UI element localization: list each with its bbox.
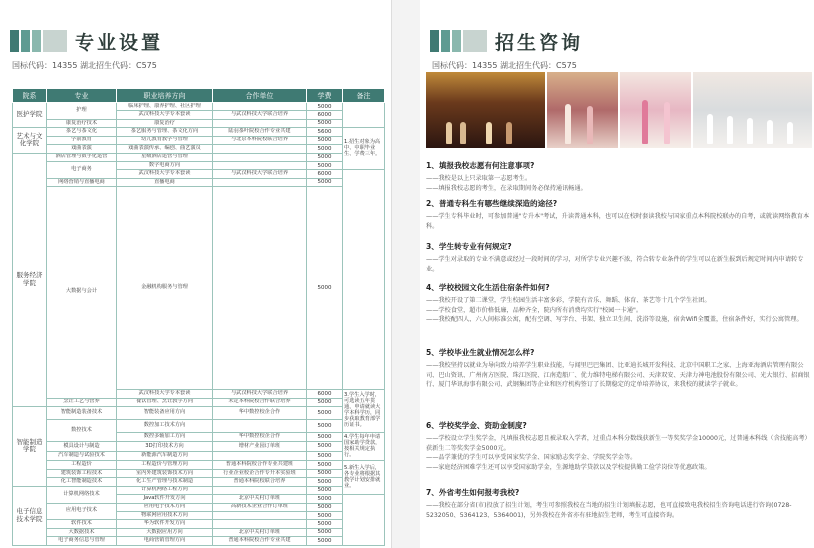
direction-cell: 数控加工技术方向	[117, 419, 213, 432]
fee-cell: 5000	[307, 503, 343, 511]
answer: ——学生专科毕业时，可参加普通"专升本"考试，升读普通本科，也可以在校时套读我校与国家重点本科院校联办的自考，或就读网络教育本科。	[426, 213, 810, 230]
question: 6、学校奖学金、资助金制度?	[426, 421, 527, 430]
dance-photo	[547, 72, 618, 148]
fee-cell: 5000	[307, 136, 343, 144]
partner-cell: 陆羽茶叶院校合作专业共建	[213, 128, 307, 136]
fee-cell: 5000	[307, 461, 343, 469]
answer: ——学校食堂，超市价格低廉，品种齐全，院内所有消费均实行"校园一卡通"。	[426, 306, 643, 314]
school-codes: 国标代码：14355 湖北招生代码：C575	[12, 61, 157, 70]
direction-cell: 武汉科技大学专本套读	[117, 390, 213, 398]
major-cell: 电子商务信息与管理	[47, 537, 117, 546]
fee-cell: 5000	[307, 442, 343, 452]
partner-cell: 华中数控校企合作	[213, 432, 307, 442]
major-cell: 康复治疗技术	[47, 119, 117, 127]
partner-cell: 未定本科院校合作联合培养	[213, 398, 307, 406]
partner-cell	[213, 178, 307, 186]
major-cell: 建筑装饰工程技术	[47, 469, 117, 477]
direction-cell: 星级酒店运营与管理	[117, 153, 213, 161]
note-cell: 4.学生每年申请国家助学贷款，按相关规定执行。	[343, 432, 385, 461]
major-cell: 应用电子技术	[47, 503, 117, 520]
direction-cell: 工程造价与管理方向	[117, 461, 213, 469]
page-title: 专业设置	[75, 31, 164, 54]
direction-cell: 智能装备应用方向	[117, 407, 213, 420]
major-cell: 学前教育	[47, 136, 117, 144]
qa-item	[426, 160, 810, 193]
table-row	[13, 119, 385, 127]
table-row	[13, 128, 385, 136]
partner-cell	[213, 187, 307, 390]
note-cell: 1.招生对象为高中、中职毕业生、学费三年。	[343, 128, 385, 170]
major-cell: 化工智能制造技术	[47, 478, 117, 486]
fee-cell: 5000	[307, 153, 343, 161]
partner-cell	[213, 511, 307, 519]
fee-cell: 5000	[307, 407, 343, 420]
partner-cell	[213, 161, 307, 169]
partner-cell	[213, 520, 307, 528]
major-cell: 酒店管理与数字化运营	[47, 153, 117, 161]
direction-cell: 直播电商	[117, 178, 213, 186]
major-cell: 大数据技术	[47, 528, 117, 536]
major-cell: 戏曲表演	[47, 145, 117, 153]
dept-cell: 服务经济学院	[13, 153, 47, 407]
fee-cell: 5000	[307, 520, 343, 528]
campus-photo-strip	[426, 72, 812, 148]
fee-cell: 5000	[307, 528, 343, 536]
direction-cell: 3D打印技术方向	[117, 442, 213, 452]
answer: ——填报我校志愿的考生，在录取期间务必保持通讯畅通。	[426, 184, 587, 192]
header-note: 备注	[343, 89, 385, 103]
direction-cell: 电商营销管理方向	[117, 537, 213, 546]
partner-cell: 北京中关村订单班	[213, 528, 307, 536]
partner-cell: 北京中关村订单班	[213, 495, 307, 503]
direction-cell: 应用电子技术方向	[117, 503, 213, 511]
table-row	[13, 103, 385, 111]
table-row	[13, 145, 385, 153]
table-row	[13, 136, 385, 144]
question: 7、外省考生如何报考我校?	[426, 488, 520, 497]
major-cell: 茶艺与茶文化	[47, 128, 117, 136]
question: 3、学生转专业有何规定?	[426, 242, 512, 251]
dept-cell: 智能制造学院	[13, 407, 47, 487]
school-codes: 国标代码：14355 湖北招生代码：C575	[432, 61, 577, 70]
partner-cell	[213, 419, 307, 432]
fee-cell: 5000	[307, 419, 343, 432]
fee-cell: 5000	[307, 495, 343, 503]
major-cell: 工程造价	[47, 461, 117, 469]
partner-cell: 普通本科院校合作专业共建	[213, 537, 307, 546]
table-row	[13, 407, 385, 420]
dept-cell: 艺术与文化学院	[13, 128, 47, 153]
partner-cell: 与武汉科技大学联合培养	[213, 111, 307, 119]
note-cell	[343, 103, 385, 128]
direction-cell: 化工生产管理与技术制造	[117, 478, 213, 486]
partner-cell: 与北京本科院校联合培养	[213, 136, 307, 144]
stage-performance-photo	[426, 72, 545, 148]
fee-cell: 5000	[307, 178, 343, 186]
fee-cell: 5000	[307, 511, 343, 519]
nursing-class-photo	[693, 72, 812, 148]
admission-consult-page	[420, 0, 814, 548]
major-cell: 护理	[47, 103, 117, 120]
fee-cell: 5000	[307, 398, 343, 406]
header-dept: 院系	[13, 89, 47, 103]
page-title: 招生咨询	[495, 31, 584, 54]
right-header	[430, 28, 583, 54]
major-settings-page	[0, 0, 392, 548]
direction-cell: 室内外建筑装饰技术方向	[117, 469, 213, 477]
direction-cell: 计算机网络工程方向	[117, 486, 213, 494]
qa-item	[426, 282, 810, 325]
table-row	[13, 187, 385, 390]
partner-cell: 普通本科院校合作专业共建班	[213, 461, 307, 469]
fee-cell: 5000	[307, 119, 343, 127]
major-cell: 汽车制造与试验技术	[47, 451, 117, 461]
direction-cell: 康复治疗	[117, 119, 213, 127]
fee-cell: 5000	[307, 486, 343, 494]
fee-cell: 5000	[307, 469, 343, 477]
partner-cell: 普通本科院校联合培养	[213, 478, 307, 486]
left-header	[10, 28, 163, 54]
partner-cell: 华中数控校企合作	[213, 407, 307, 420]
major-cell: 电子商务	[47, 161, 117, 178]
table-row	[13, 520, 385, 528]
fee-cell: 5000	[307, 537, 343, 546]
major-cell: 烹饪工艺与营养	[47, 398, 117, 406]
direction-cell: 数控多轴加工方向	[117, 432, 213, 442]
qa-item	[426, 487, 810, 520]
fee-cell: 6000	[307, 390, 343, 398]
direction-cell: 华为软件开发方向	[117, 520, 213, 528]
table-row	[13, 419, 385, 432]
direction-cell: 茶艺服务与管理、茶文化方向	[117, 128, 213, 136]
question: 2、普通专科生有哪些继续深造的途径?	[426, 199, 558, 208]
direction-cell: 物联网应用技术方向	[117, 511, 213, 519]
table-row	[13, 528, 385, 536]
fee-cell: 5000	[307, 451, 343, 461]
major-cell: 计算机网络技术	[47, 486, 117, 503]
note-cell: 5.新生入学后，各专业将根据其教学计划安排就业。	[343, 461, 385, 495]
major-table	[12, 88, 385, 546]
answer: ——我校坚持以就业为导向致力培养学生职业技能，与闻里巴巴集团、比亚迪长城开发科技、北京中国职工之家、上海亚海酒店管理有限公司、巴山资讯、广州南方医院、珠江医院、江南造船厂、优力维特电梯有限公司、天津双安、天津力神电池股份有限公司、光大银行、招商银行、厦门华讯海事有限公司、武钢集团等企业和医疗机构签订了长期稳定的定单培养协议，来我校的就读学子就业。	[426, 362, 810, 389]
table-header-row	[13, 89, 385, 103]
table-row	[13, 161, 385, 169]
table-row	[13, 451, 385, 461]
major-cell: 软件技术	[47, 520, 117, 528]
fee-cell: 5000	[307, 103, 343, 111]
qa-item	[426, 198, 810, 231]
answer: ——学校设立学生奖学金，凡填报我校志愿且被录取入学者，过重点本科分数线获新生一等奖奖学金10000元，过普通本科线（含技能高考）获新生二等奖奖学金5000元。	[426, 435, 808, 452]
question: 1、填报我校志愿有何注意事项?	[426, 161, 535, 170]
direction-cell: 临床护理、康养护理、社区护理	[117, 103, 213, 111]
fee-cell: 5000	[307, 145, 343, 153]
table-row	[13, 178, 385, 186]
table-row	[13, 461, 385, 469]
major-cell: 智能制造装备技术	[47, 407, 117, 420]
table-row	[13, 398, 385, 406]
table-row	[13, 469, 385, 477]
dept-cell: 电子信息技术学院	[13, 486, 47, 545]
direction-cell: 幼儿教育教学与管理	[117, 136, 213, 144]
header-color-blocks	[430, 30, 487, 52]
partner-cell: 增材产业园订单班	[213, 442, 307, 452]
qa-item	[426, 241, 810, 274]
major-cell: 网络营销与直播电商	[47, 178, 117, 186]
table-row	[13, 442, 385, 452]
major-cell: 数控技术	[47, 419, 117, 441]
partner-cell	[213, 153, 307, 161]
major-cell: 大数据与会计	[47, 187, 117, 399]
answer: ——家庭经济困难学生还可以享受国家助学金，生源地助学贷款以及学校提供勤工俭学岗位等优惠政策。	[426, 463, 711, 471]
qa-item	[426, 420, 810, 472]
direction-cell: 新能源汽车制造方向	[117, 451, 213, 461]
direction-cell: 戏曲表演传承、编创、曲艺演员	[117, 145, 213, 153]
fee-cell: 6000	[307, 170, 343, 178]
direction-cell: Java软件开发方向	[117, 495, 213, 503]
fee-cell: 6000	[307, 111, 343, 119]
header-partner: 合作单位	[213, 89, 307, 103]
answer: ——我校在部分省(市)投放了招生计划，考生可参照我校在当地的招生计划填报志愿，也可直接致电我校招生咨询电话进行咨询(0728-5232050、5364123、5364001)，另外我校在外省亦有驻地招生老师，考生可直接咨询。	[426, 502, 792, 519]
page-gutter	[392, 0, 420, 548]
fee-cell: 5600	[307, 128, 343, 136]
direction-cell: 餐饮管理、烹饪教学方向	[117, 398, 213, 406]
header-direction: 职业培养方向	[117, 89, 213, 103]
direction-cell: 大数据应用方向	[117, 528, 213, 536]
fee-cell: 5000	[307, 161, 343, 169]
fee-cell: 5000	[307, 478, 343, 486]
fee-cell: 5000	[307, 432, 343, 442]
table-row	[13, 537, 385, 546]
partner-cell: 与武汉科技大学联合培养	[213, 390, 307, 398]
table-row	[13, 478, 385, 486]
direction-cell: 数字电商方向	[117, 161, 213, 169]
qa-item	[426, 347, 810, 390]
direction-cell: 武汉科技大学专本套读	[117, 111, 213, 119]
answer: ——我校开设了第二课堂，学生校园生活丰富多彩，学院有音乐、舞蹈、体育、茶艺等十几个学生社团。	[426, 297, 711, 304]
answer: ——我校是以上只录取第一志愿考生。	[426, 175, 532, 182]
table-row	[13, 503, 385, 511]
dept-cell: 医护学院	[13, 103, 47, 128]
fee-cell: 5000	[307, 187, 343, 390]
header-color-blocks	[10, 30, 67, 52]
opera-costume-photo	[620, 72, 691, 148]
partner-cell	[213, 145, 307, 153]
partner-cell	[213, 119, 307, 127]
major-cell: 模具设计与制造	[47, 442, 117, 452]
header-fee: 学费	[307, 89, 343, 103]
partner-cell	[213, 451, 307, 461]
partner-cell: 与武汉科技大学联合培养	[213, 170, 307, 178]
answer: ——品学兼优的学生可以享受国家奖学金、国家励志奖学金、学院奖学金等。	[426, 454, 637, 462]
direction-cell: 金融机构服务与管理	[117, 187, 213, 390]
partner-cell: 高新技术企业合作订单班	[213, 503, 307, 511]
question: 4、学校校园文化生活住宿条件如何?	[426, 283, 550, 292]
answer: ——我校配四人、六人间标准公寓，配有空调、写字台、书架、独立卫生间、洗浴等设施，宿舍Wifi全覆盖，住宿条件好，实行公寓管理。	[426, 316, 803, 324]
table-row	[13, 153, 385, 161]
note-cell: 3.学生入学时，可选读五年贯通，申请就读大学本科学历，同步获取教育部学历证书。	[343, 390, 385, 432]
table-row	[13, 486, 385, 494]
question: 5、学校毕业生就业情况怎么样?	[426, 348, 535, 357]
direction-cell: 武汉科技大学专本套读	[117, 170, 213, 178]
answer: ——学生对录取的专业不满意或经过一段时间的学习，对所学专业兴趣不浓，符合转专业条件的学生可以在新生报到后规定时间内申请转专业。	[426, 256, 804, 273]
partner-cell	[213, 103, 307, 111]
partner-cell: 行业企业校企合作专升本实验班	[213, 469, 307, 477]
partner-cell	[213, 486, 307, 494]
note-cell	[343, 495, 385, 546]
header-major: 专业	[47, 89, 117, 103]
